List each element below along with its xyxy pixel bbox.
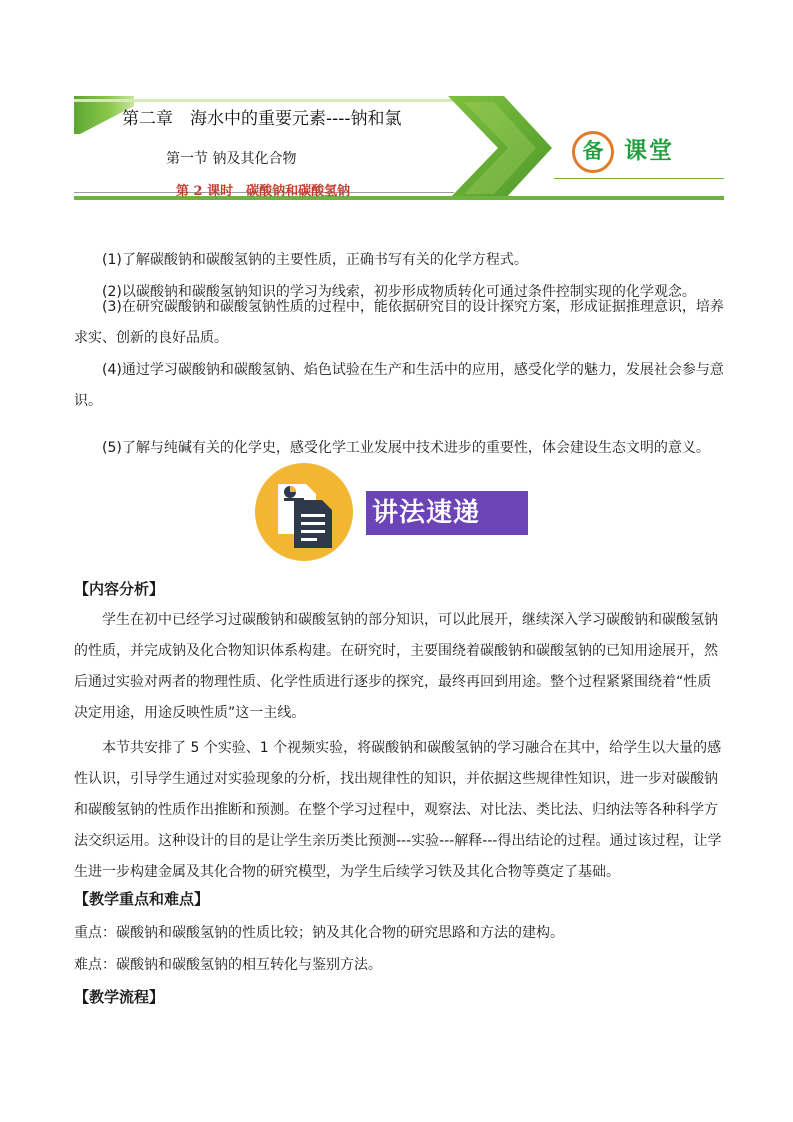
difficult-point-text: 难点：碳酸钠和碳酸氢钠的相互转化与鉴别方法。 bbox=[74, 957, 382, 973]
header-top-line bbox=[74, 99, 504, 102]
objective-2: (2)以碳酸钠和碳酸氢钠知识的学习为线索，初步形成物质转化可通过条件控制实现的化学观念。 bbox=[102, 284, 696, 300]
content-analysis-paragraph-2: 本节共安排了 5 个实验、1 个视频实验，将碳酸钠和碳酸氢钠的学习融合在其中，给学生以大量的感性认识，引导学生通过对实验现象的分析，找出规律性的知识，并依据这些规律性知识，进一步对碳酸钠和碳酸氢钠的性质作出推断和预测。在整个学习过程中，观察法、对比法、类比法、归纳法等各种科学方法交织运用。这种设计的目的是让学生亲历类比预测---实验---解释---得出结论的过程。通过该过程，让学生进一步构建金属及其化合物的研究模型，为学生后续学习铁及其化合物等奠定了基础。 bbox=[74, 740, 722, 880]
objective-1: (1)了解碳酸钠和碳酸氢钠的主要性质，正确书写有关的化学方程式。 bbox=[102, 252, 528, 268]
teaching-process-heading: 【教学流程】 bbox=[74, 988, 165, 1006]
key-points-heading: 【教学重点和难点】 bbox=[74, 890, 210, 908]
key-point-text: 重点：碳酸钠和碳酸氢钠的性质比较；钠及其化合物的研究思路和方法的建构。 bbox=[74, 925, 564, 941]
content-analysis-heading: 【内容分析】 bbox=[74, 580, 165, 598]
objective-5: (5)了解与纯碱有关的化学史，感受化学工业发展中技术进步的重要性，体会建设生态文明的意义。 bbox=[102, 440, 710, 456]
document-badge-icon bbox=[254, 462, 354, 562]
section-title: 第一节 钠及其化合物 bbox=[166, 151, 297, 167]
section-badge-label: 讲法速递 bbox=[372, 498, 481, 528]
chapter-title: 第二章 海水中的重要元素----钠和氯 bbox=[122, 109, 402, 129]
bei-badge-char: 备 bbox=[582, 139, 604, 163]
lesson-title: 第 2 课时 碳酸钠和碳酸氢钠 bbox=[176, 184, 351, 199]
ketang-label: 课堂 bbox=[624, 138, 674, 164]
content-analysis-paragraph-1: 学生在初中已经学习过碳酸钠和碳酸氢钠的部分知识，可以此展开，继续深入学习碳酸钠和碳酸氢钠的性质，并完成钠及化合物知识体系构建。在研究时，主要围绕着碳酸钠和碳酸氢钠的已知用途展开，然后通过实验对两者的物理性质、化学性质进行逐步的探究，最终再回到用途。整个过程紧紧围绕着“性质决定用途，用途反映性质”这一主线。 bbox=[74, 612, 718, 721]
header-bottom-rule bbox=[74, 196, 724, 200]
objective-4: (4)通过学习碳酸钠和碳酸氢钠、焰色试验在生产和生活中的应用，感受化学的魅力，发展社会参与意识。 bbox=[74, 362, 724, 409]
header-right-rule bbox=[554, 178, 724, 179]
objective-3: (3)在研究碳酸钠和碳酸氢钠性质的过程中，能依据研究目的设计探究方案，形成证据推理意识，培养求实、创新的良好品质。 bbox=[74, 299, 724, 346]
